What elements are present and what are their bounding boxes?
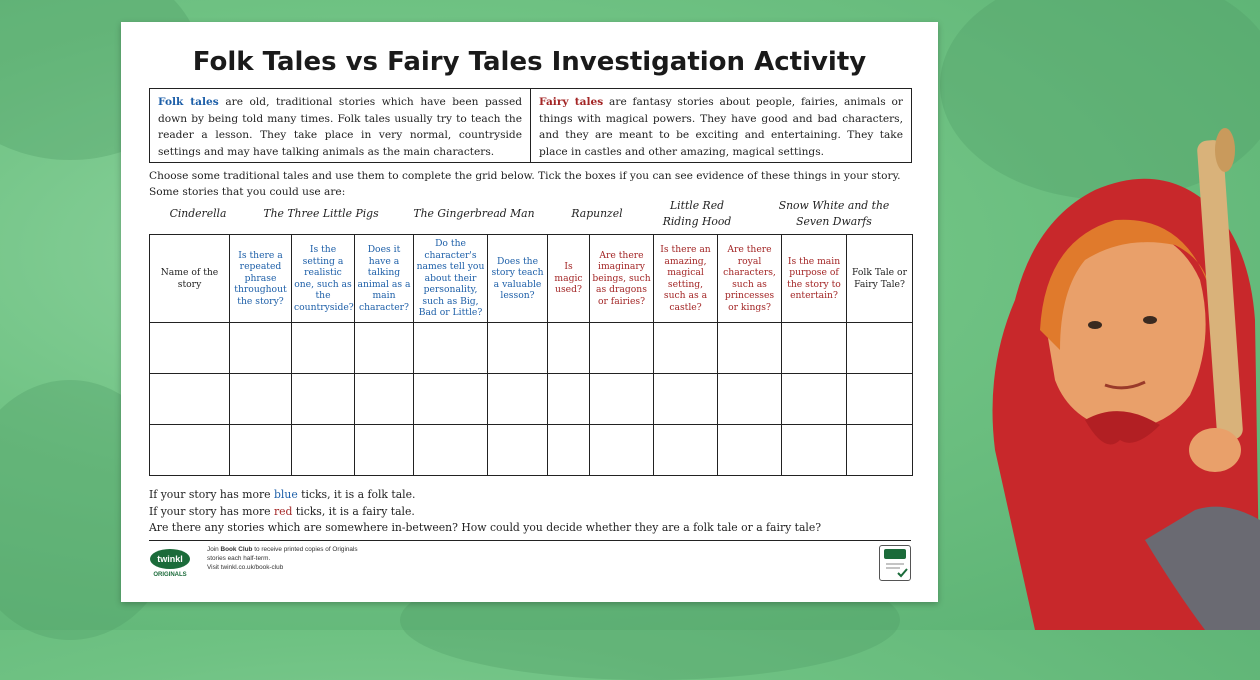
- grid-column-header: Does it have a talking animal as a main character?: [355, 235, 414, 323]
- story-suggestion: Cinderella: [169, 207, 227, 220]
- red-word: red: [274, 504, 293, 518]
- grid-cell[interactable]: [718, 425, 782, 476]
- grid-cell[interactable]: [782, 425, 847, 476]
- grid-cell[interactable]: [150, 374, 230, 425]
- blue-ticks-line: [149, 487, 919, 504]
- grid-cell[interactable]: [150, 425, 230, 476]
- instructions-line: Choose some traditional tales and use them to complete the grid below. Tick the boxes if you can see evidence of these things in your story.: [149, 170, 901, 182]
- conclusion-text: [149, 487, 919, 537]
- grid-cell[interactable]: [654, 374, 718, 425]
- grid-column-header: Is magic used?: [548, 235, 590, 323]
- grid-column-header: Are there royal characters, such as princesses or kings?: [718, 235, 782, 323]
- grid-cell[interactable]: [488, 374, 548, 425]
- story-suggestions: [149, 198, 911, 232]
- grid-cell[interactable]: [847, 323, 913, 374]
- instructions: [149, 168, 919, 200]
- footer-divider: [149, 540, 911, 541]
- investigation-grid: [149, 234, 913, 476]
- blue-word: blue: [274, 488, 298, 501]
- grid-cell[interactable]: [590, 374, 654, 425]
- fairy-tale-text: are fantasy stories about people, fairies, animals or things with magical powers. They have good and bad characters, and they are meant to be exciting and entertaining. They take place in castles and other amazing, magical settings.: [539, 96, 903, 158]
- grid-cell[interactable]: [847, 374, 913, 425]
- grid-column-header: Name of the story: [150, 235, 230, 323]
- quality-badge-icon: [879, 545, 911, 581]
- grid-cell[interactable]: [355, 425, 414, 476]
- story-suggestion: Little Red Riding Hood: [662, 199, 732, 228]
- grid-column-header: Folk Tale or Fairy Tale?: [847, 235, 913, 323]
- grid-cell[interactable]: [230, 425, 292, 476]
- page-title: Folk Tales vs Fairy Tales Investigation Activity: [192, 47, 867, 77]
- grid-cell[interactable]: [488, 323, 548, 374]
- red-riding-hood-illustration: [975, 120, 1260, 630]
- grid-header-row: [150, 235, 913, 323]
- grid-cell[interactable]: [718, 374, 782, 425]
- story-suggestion: The Three Little Pigs: [263, 207, 379, 220]
- bookclub-rest: to receive printed copies of Originals stories each half-term.: [207, 546, 358, 562]
- discussion-question: Are there any stories which are somewhere in-between? How could you decide whether they are a folk tale or a fairy tale?: [149, 521, 822, 534]
- story-suggestion: Rapunzel: [571, 207, 623, 220]
- grid-cell[interactable]: [782, 323, 847, 374]
- grid-cell[interactable]: [488, 425, 548, 476]
- grid-cell[interactable]: [654, 323, 718, 374]
- grid-cell[interactable]: [414, 323, 488, 374]
- grid-column-header: Does the story teach a valuable lesson?: [488, 235, 548, 323]
- bookclub-prefix: Join: [207, 546, 221, 553]
- red-line-after: ticks, it is a fairy tale.: [292, 504, 415, 518]
- grid-cell[interactable]: [654, 425, 718, 476]
- bookclub-name: Book Club: [220, 546, 253, 553]
- logo-word: twinkl: [157, 554, 183, 564]
- definitions-box: [149, 88, 912, 163]
- grid-cell[interactable]: [590, 323, 654, 374]
- grid-cell[interactable]: [292, 323, 355, 374]
- blue-line-before: If your story has more: [149, 488, 274, 501]
- bookclub-link[interactable]: Visit twinkl.co.uk/book-club: [207, 564, 284, 571]
- grid-column-header: Is the main purpose of the story to entertain?: [782, 235, 847, 323]
- logo-sub: ORIGINALS: [153, 572, 187, 578]
- grid-cell[interactable]: [414, 425, 488, 476]
- twinkl-originals-logo: [149, 548, 191, 578]
- grid-cell[interactable]: [847, 425, 913, 476]
- grid-cell[interactable]: [414, 374, 488, 425]
- grid-column-header: Are there imaginary beings, such as dragons or fairies?: [590, 235, 654, 323]
- grid-column-header: Is there an amazing, magical setting, such as a castle?: [654, 235, 718, 323]
- red-line-before: If your story has more: [149, 504, 274, 518]
- story-suggestion: The Gingerbread Man: [413, 207, 535, 220]
- grid-cell[interactable]: [548, 425, 590, 476]
- folk-tale-text: are old, traditional stories which have been passed down by being told many times. Folk tales usually try to teach the reader a lesson. They take place in very normal, countryside settings and may have talking animals as the main characters.: [158, 96, 523, 158]
- grid-row: [150, 425, 913, 476]
- grid-cell[interactable]: [718, 323, 782, 374]
- grid-cell[interactable]: [292, 425, 355, 476]
- grid-cell[interactable]: [548, 374, 590, 425]
- grid-cell[interactable]: [292, 374, 355, 425]
- folk-tale-term: Folk tales: [158, 96, 219, 108]
- instructions-line: Some stories that you could use are:: [149, 186, 346, 198]
- story-suggestion: Snow White and the Seven Dwarfs: [778, 199, 890, 228]
- grid-cell[interactable]: [150, 323, 230, 374]
- red-ticks-line: [149, 504, 919, 521]
- grid-row: [150, 374, 913, 425]
- fairy-tale-definition: [530, 89, 911, 162]
- grid-cell[interactable]: [782, 374, 847, 425]
- worksheet-page: [121, 22, 938, 602]
- grid-column-header: Do the character's names tell you about their personality, such as Big, Bad or Little?: [414, 235, 488, 323]
- grid-cell[interactable]: [548, 323, 590, 374]
- grid-cell[interactable]: [590, 425, 654, 476]
- fairy-tale-term: Fairy tales: [539, 96, 604, 108]
- blue-line-after: ticks, it is a folk tale.: [297, 488, 416, 501]
- grid-column-header: Is the setting a realistic one, such as the countryside?: [292, 235, 355, 323]
- grid-row: [150, 323, 913, 374]
- grid-cell[interactable]: [230, 323, 292, 374]
- grid-cell[interactable]: [355, 374, 414, 425]
- folk-tale-definition: [150, 89, 530, 162]
- book-club-notice: [207, 545, 367, 572]
- grid-column-header: Is there a repeated phrase throughout the story?: [230, 235, 292, 323]
- grid-cell[interactable]: [230, 374, 292, 425]
- grid-cell[interactable]: [355, 323, 414, 374]
